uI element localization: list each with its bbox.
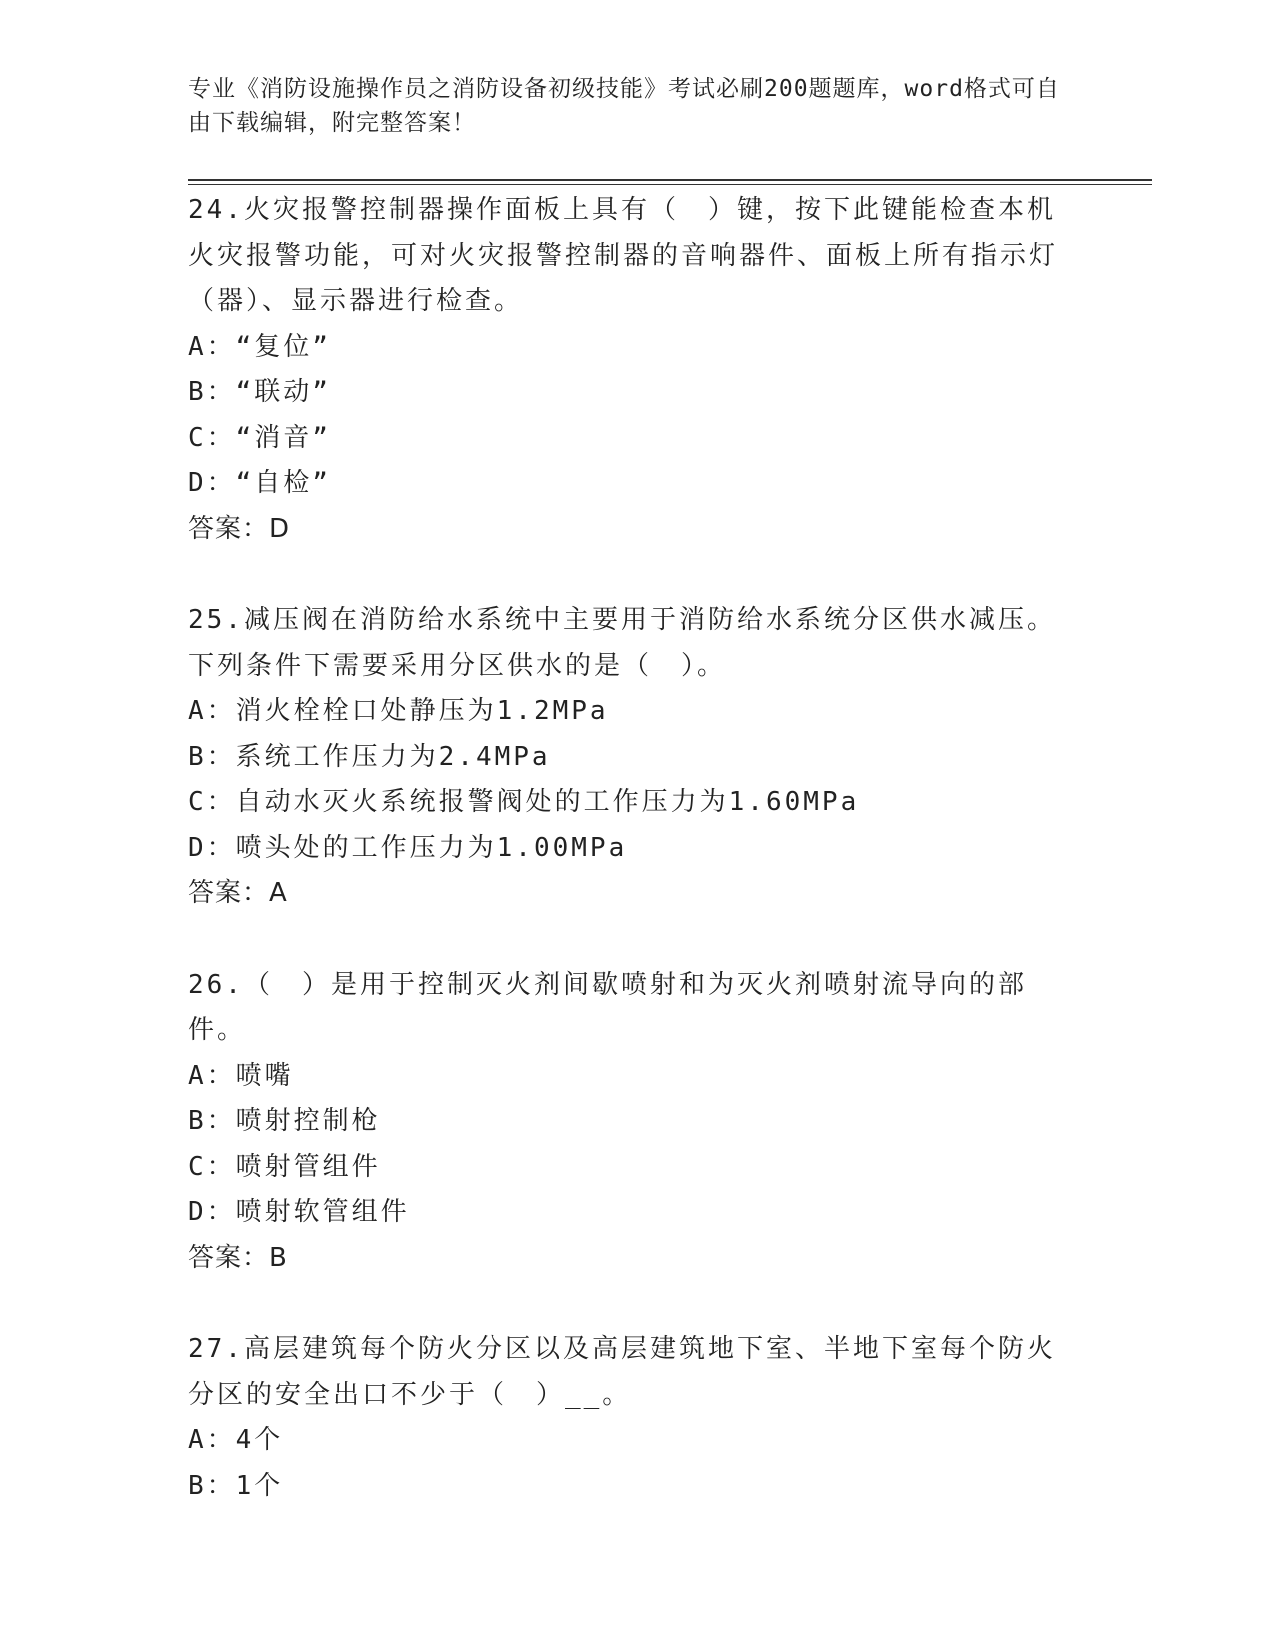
question-spacer [188, 552, 1078, 598]
question-25 [188, 598, 1078, 917]
header-rule-thin [188, 184, 1152, 185]
answer: 答案：B [188, 1242, 288, 1273]
question-spacer [188, 917, 1078, 963]
question-text: 27.高层建筑每个防火分区以及高层建筑地下室、半地下室每个防火分区的安全出口不少于（ ）__。 [188, 1334, 1056, 1410]
option-c: C：喷射管组件 [188, 1151, 381, 1182]
question-list [188, 188, 1078, 1509]
option-d: D：“自检” [188, 468, 331, 498]
question-text: 25.减压阀在消防给水系统中主要用于消防给水系统分区供水减压。下列条件下需要采用分区供水的是（ ）。 [188, 605, 1056, 681]
option-b: B：系统工作压力为2.4MPa [188, 741, 551, 772]
option-a: A：4个 [188, 1425, 284, 1455]
option-b: B：喷射控制枪 [188, 1106, 381, 1136]
question-spacer [188, 1281, 1078, 1327]
question-27 [188, 1327, 1078, 1509]
question-26 [188, 963, 1078, 1282]
option-d: D：喷头处的工作压力为1.00MPa [188, 832, 628, 863]
option-a: A：喷嘴 [188, 1060, 294, 1091]
option-a: A：“复位” [188, 331, 331, 362]
option-b: B：“联动” [188, 377, 331, 407]
answer: 答案：A [188, 878, 288, 908]
option-a: A：消火栓栓口处静压为1.2MPa [188, 696, 609, 726]
question-24 [188, 188, 1078, 552]
option-b: B：1个 [188, 1470, 284, 1501]
document-header: 专业《消防设施操作员之消防设备初级技能》考试必刷200题题库，word格式可自由下载编辑，附完整答案！ [188, 76, 1060, 136]
option-d: D：喷射软管组件 [188, 1197, 410, 1227]
question-text: 24.火灾报警控制器操作面板上具有（ ）键，按下此键能检查本机火灾报警功能，可对火灾报警控制器的音响器件、面板上所有指示灯（器）、显示器进行检查。 [188, 195, 1059, 316]
option-c: C：“消音” [188, 422, 331, 453]
answer: 答案：D [188, 513, 291, 544]
header-rule-thick [188, 179, 1152, 181]
question-text: 26.（ ）是用于控制灭火剂间歇喷射和为灭火剂喷射流导向的部件。 [188, 969, 1027, 1045]
option-c: C：自动水灭火系统报警阀处的工作压力为1.60MPa [188, 787, 860, 817]
